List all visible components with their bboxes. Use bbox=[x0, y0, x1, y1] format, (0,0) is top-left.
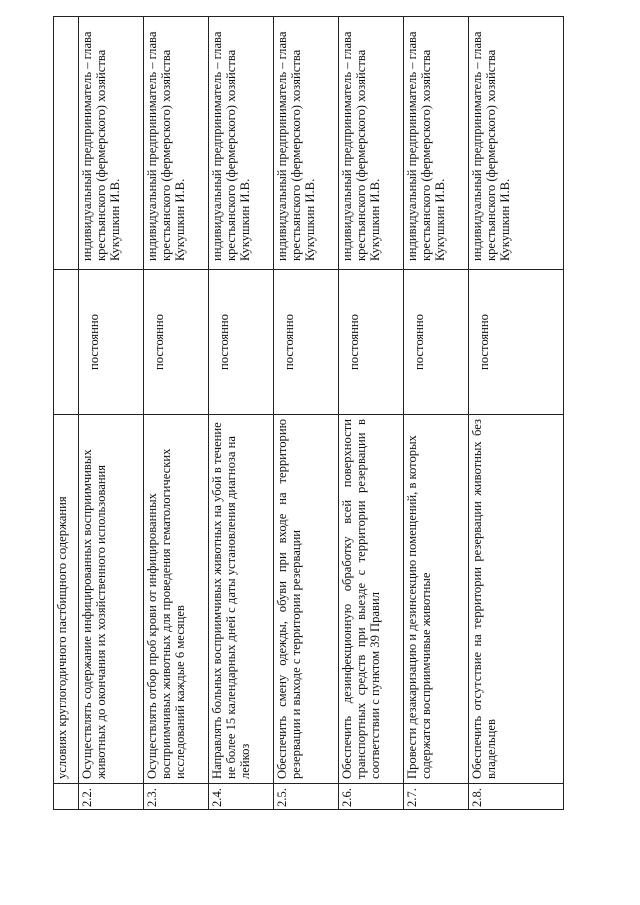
row-responsible: индивидуальный предприниматель – глава крестьянского (фермерского) хозяйства Кукушкин И.В. bbox=[339, 17, 404, 270]
row-action: Осуществлять содержание инфицированных восприимчивых животных до окончания их хозяйственного использования bbox=[79, 415, 144, 784]
row-responsible: индивидуальный предприниматель – глава крестьянского (фермерского) хозяйства Кукушкин И.В. bbox=[209, 17, 274, 270]
row-responsible: индивидуальный предприниматель – глава крестьянского (фермерского) хозяйства Кукушкин И.В. bbox=[79, 17, 144, 270]
table-row bbox=[144, 17, 209, 810]
row-term: постоянно bbox=[144, 270, 209, 415]
header-num-cell bbox=[54, 784, 79, 810]
row-action: Обеспечить дезинфекционную обработку всей поверхности транспортных средств при выезде с территории резервации в соответствии с пунктом 39 Правил bbox=[339, 415, 404, 784]
row-number: 2.8. bbox=[469, 784, 564, 810]
row-term: постоянно bbox=[339, 270, 404, 415]
row-responsible: индивидуальный предприниматель – глава крестьянского (фермерского) хозяйства Кукушкин И.В. bbox=[404, 17, 469, 270]
table-row bbox=[274, 17, 339, 810]
row-number: 2.6. bbox=[339, 784, 404, 810]
row-term: постоянно bbox=[274, 270, 339, 415]
table-row bbox=[469, 17, 564, 810]
table-row bbox=[339, 17, 404, 810]
row-action: Осуществлять отбор проб крови от инфицированных восприимчивых животных для проведения гематологических исследований каждые 6 месяцев bbox=[144, 415, 209, 784]
row-term: постоянно bbox=[404, 270, 469, 415]
row-term: постоянно bbox=[469, 270, 564, 415]
row-responsible: индивидуальный предприниматель – глава крестьянского (фермерского) хозяйства Кукушкин И.В. bbox=[144, 17, 209, 270]
table-row bbox=[79, 17, 144, 810]
row-number: 2.7. bbox=[404, 784, 469, 810]
row-number: 2.5. bbox=[274, 784, 339, 810]
row-action: Направлять больных восприимчивых животных на убой в течение не более 15 календарных дней с даты установления диагноза на лейкоз bbox=[209, 415, 274, 784]
row-action: Обеспечить отсутствие на территории резервации животных без владельцев bbox=[469, 415, 564, 784]
row-term: постоянно bbox=[79, 270, 144, 415]
header-text: условиях круглогодичного пастбищного содержания bbox=[54, 415, 79, 784]
header-term-cell bbox=[54, 270, 79, 415]
measures-table-rotated bbox=[53, 20, 621, 810]
row-responsible: индивидуальный предприниматель – глава крестьянского (фермерского) хозяйства Кукушкин И.В. bbox=[469, 17, 564, 270]
row-term: постоянно bbox=[209, 270, 274, 415]
table-row bbox=[209, 17, 274, 810]
row-number: 2.4. bbox=[209, 784, 274, 810]
row-responsible: индивидуальный предприниматель – глава крестьянского (фермерского) хозяйства Кукушкин И.В. bbox=[274, 17, 339, 270]
table-header-row bbox=[54, 17, 79, 810]
header-resp-cell bbox=[54, 17, 79, 270]
measures-table bbox=[53, 16, 564, 810]
row-number: 2.3. bbox=[144, 784, 209, 810]
row-number: 2.2. bbox=[79, 784, 144, 810]
table-row bbox=[404, 17, 469, 810]
row-action: Обеспечить смену одежды, обуви при входе на территорию резервации и выходе с территории резервации bbox=[274, 415, 339, 784]
row-action: Провести дезакаризацию и дезинсекцию помещений, в которых содержатся восприимчивые животные bbox=[404, 415, 469, 784]
